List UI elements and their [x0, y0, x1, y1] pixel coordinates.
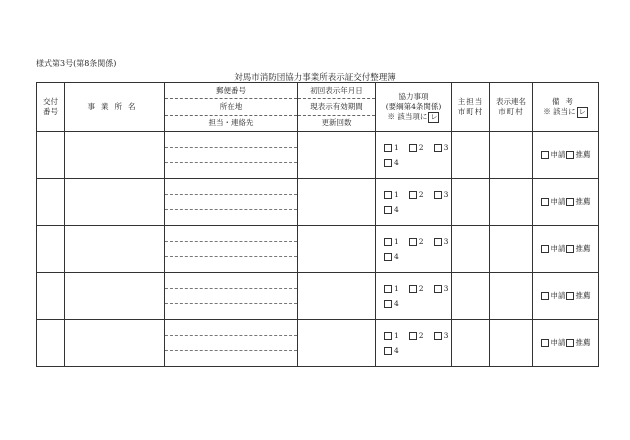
dashed-divider	[165, 256, 297, 257]
checkbox-icon[interactable]	[384, 238, 392, 246]
dashed-divider	[165, 147, 297, 148]
data-rows	[37, 132, 599, 367]
checkbox-icon[interactable]	[409, 238, 417, 246]
dashed-divider	[165, 241, 297, 242]
remarks-cell: 申請 推薦	[533, 179, 599, 226]
dashed-divider	[165, 350, 297, 351]
checkbox-icon[interactable]	[434, 285, 442, 293]
check-mark-box-icon: レ	[578, 107, 586, 116]
remarks-cell: 申請 推薦	[533, 226, 599, 273]
document-title: 対馬市消防団協力事業所表示証交付整理簿	[234, 73, 396, 83]
coop-cell: 1 2 3 4	[376, 226, 452, 273]
main-city-cell[interactable]	[452, 179, 490, 226]
date-cell[interactable]	[298, 226, 376, 273]
issue-no-cell[interactable]	[37, 226, 65, 273]
remarks-cell: 申請 推薦	[533, 273, 599, 320]
header-main-city: 主担当 市町村	[452, 83, 490, 132]
checkbox-icon[interactable]	[384, 347, 392, 355]
register-table	[36, 82, 599, 367]
address-cell[interactable]	[165, 273, 298, 320]
business-name-cell[interactable]	[65, 320, 165, 367]
header-postal-code: 郵便番号	[216, 85, 246, 95]
date-cell[interactable]	[298, 179, 376, 226]
checkbox-icon[interactable]	[384, 206, 392, 214]
date-cell[interactable]	[298, 320, 376, 367]
header-address-group	[165, 83, 298, 132]
checkbox-icon[interactable]	[541, 339, 549, 347]
address-cell[interactable]	[165, 226, 298, 273]
issue-no-cell[interactable]	[37, 179, 65, 226]
checkbox-icon[interactable]	[541, 151, 549, 159]
table-row	[37, 226, 599, 273]
header-business-name: 事業所名	[65, 83, 165, 132]
date-cell[interactable]	[298, 132, 376, 179]
display-city-cell[interactable]	[490, 179, 533, 226]
checkbox-icon[interactable]	[434, 191, 442, 199]
table-row	[37, 273, 599, 320]
checkbox-icon[interactable]	[566, 245, 574, 253]
checkbox-icon[interactable]	[434, 238, 442, 246]
checkbox-icon[interactable]	[566, 151, 574, 159]
display-city-cell[interactable]	[490, 320, 533, 367]
coop-cell: 1 2 3 4	[376, 273, 452, 320]
main-city-cell[interactable]	[452, 320, 490, 367]
header-date-group	[298, 83, 376, 132]
main-city-cell[interactable]	[452, 226, 490, 273]
issue-no-cell[interactable]	[37, 132, 65, 179]
address-cell[interactable]	[165, 179, 298, 226]
header-renewals: 更新回数	[298, 115, 375, 131]
checkbox-icon[interactable]	[541, 292, 549, 300]
checkbox-icon[interactable]	[409, 144, 417, 152]
display-city-cell[interactable]	[490, 132, 533, 179]
coop-cell: 1 2 3 4	[376, 320, 452, 367]
business-name-cell[interactable]	[65, 179, 165, 226]
check-mark-box-icon: レ	[430, 112, 438, 121]
header-first-date: 初回表示年月日	[310, 85, 363, 95]
header-contact: 担当・連絡先	[165, 115, 297, 131]
remarks-cell: 申請 推薦	[533, 132, 599, 179]
issue-no-cell[interactable]	[37, 273, 65, 320]
checkbox-icon[interactable]	[384, 285, 392, 293]
table-row	[37, 179, 599, 226]
header-validity: 現表示有効期間	[298, 98, 375, 114]
address-cell[interactable]	[165, 132, 298, 179]
dashed-divider	[165, 209, 297, 210]
header-row	[37, 83, 599, 132]
address-cell[interactable]	[165, 320, 298, 367]
main-city-cell[interactable]	[452, 273, 490, 320]
checkbox-icon[interactable]	[541, 198, 549, 206]
main-city-cell[interactable]	[452, 132, 490, 179]
business-name-cell[interactable]	[65, 273, 165, 320]
dashed-divider	[165, 194, 297, 195]
business-name-cell[interactable]	[65, 226, 165, 273]
dashed-divider	[165, 303, 297, 304]
checkbox-icon[interactable]	[384, 144, 392, 152]
checkbox-icon[interactable]	[409, 332, 417, 340]
checkbox-icon[interactable]	[409, 285, 417, 293]
coop-cell: 1 2 3 4	[376, 132, 452, 179]
table-row	[37, 132, 599, 179]
remarks-cell: 申請 推薦	[533, 320, 599, 367]
header-display-city: 表示連名 市町村	[490, 83, 533, 132]
display-city-cell[interactable]	[490, 226, 533, 273]
checkbox-icon[interactable]	[384, 332, 392, 340]
display-city-cell[interactable]	[490, 273, 533, 320]
issue-no-cell[interactable]	[37, 320, 65, 367]
header-issue-no: 交付 番号	[37, 83, 65, 132]
checkbox-icon[interactable]	[409, 191, 417, 199]
date-cell[interactable]	[298, 273, 376, 320]
business-name-cell[interactable]	[65, 132, 165, 179]
header-address: 所在地	[165, 98, 297, 114]
checkbox-icon[interactable]	[434, 144, 442, 152]
dashed-divider	[165, 335, 297, 336]
form-label: 様式第3号(第8条関係)	[36, 59, 117, 68]
checkbox-icon[interactable]	[384, 253, 392, 261]
checkbox-icon[interactable]	[384, 159, 392, 167]
coop-cell: 1 2 3 4	[376, 179, 452, 226]
checkbox-icon[interactable]	[384, 300, 392, 308]
checkbox-icon[interactable]	[384, 191, 392, 199]
checkbox-icon[interactable]	[541, 245, 549, 253]
checkbox-icon[interactable]	[434, 332, 442, 340]
header-remarks: 備考 ※ 該当に レ	[533, 83, 599, 132]
checkbox-icon[interactable]	[566, 292, 574, 300]
header-coop: 協力事項 (要綱第4条関係) ※ 該当項に レ	[376, 83, 452, 132]
checkbox-icon[interactable]	[566, 198, 574, 206]
table-row	[37, 320, 599, 367]
dashed-divider	[165, 288, 297, 289]
dashed-divider	[165, 162, 297, 163]
checkbox-icon[interactable]	[566, 339, 574, 347]
